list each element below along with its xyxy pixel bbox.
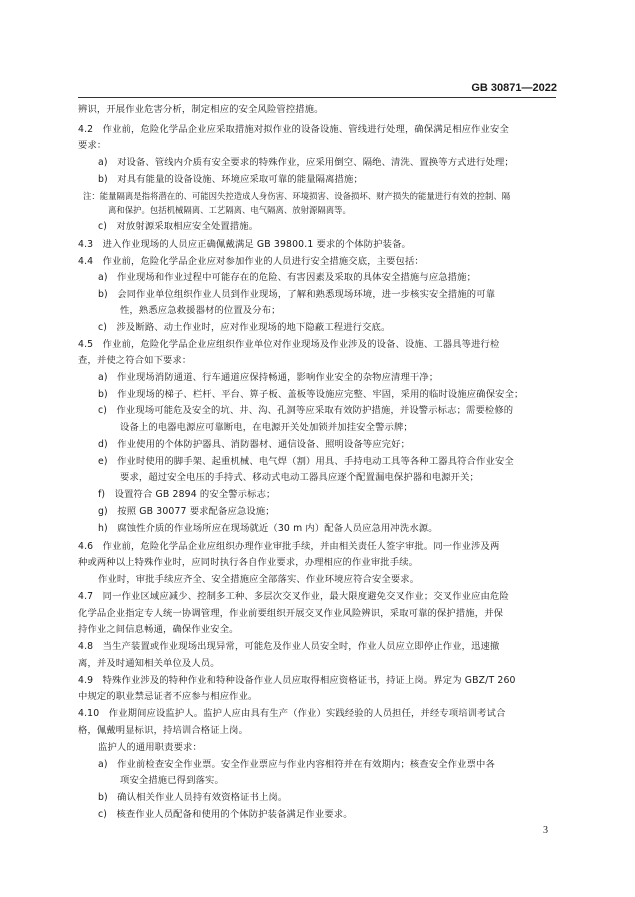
text-line: 作业时，审批手续应齐全、安全措施应全部落实、作业环境应符合安全要求。 [98,574,420,585]
list-item: b) 对具有能量的设备设施、环境应采取可靠的能量隔离措施； [98,174,363,185]
list-item: b) 会同作业单位组织作业人员到作业现场，了解和熟悉现场环境，进一步核实安全措施的可靠 [98,289,496,300]
text-line: 要求： [78,140,107,151]
text-line: 化学品企业指定专人统一协调管理，作业前要组织开展交叉作业风险辨识，采取可靠的保护措施，并保 [78,608,504,619]
text-line: 性，熟悉应急救援器材的位置及分布； [120,305,281,316]
list-item: b) 确认相关作业人员持有效资格证书上岗。 [98,792,288,803]
page-number: 3 [543,825,548,836]
list-item: c) 对放射源采取相应安全处置措施。 [98,221,259,232]
header-rule [78,97,556,98]
text-line: 要求，超过安全电压的手持式、移动式电动工器具应逐个配置漏电保护器和电源开关； [120,472,479,483]
list-item: c) 涉及断路、动土作业时，应对作业现场的地下隐蔽工程进行交底。 [98,322,391,333]
clause-4-7: 4.7 同一作业区域应减少、控制多工种、多层次交叉作业，最大限度避免交叉作业；交叉作业应由危险 [78,591,509,602]
list-item: c) 核查作业人员配备和使用的个体防护装备满足作业要求。 [98,809,353,820]
list-item: f) 设置符合 GB 2894 的安全警示标志； [98,489,276,500]
text-line: 中规定的职业禁忌证者不应参与相应作业。 [78,691,258,702]
clause-4-10: 4.10 作业期间应设监护人。监护人应由具有生产（作业）实践经验的人员担任，并经专项培训考试合 [78,708,506,719]
clause-4-2: 4.2 作业前，危险化学品企业应采取措施对拟作业的设备设施、管线进行处理，确保满足相应作业安全 [78,124,509,135]
clause-4-5: 4.5 作业前，危险化学品企业应组织作业单位对作业现场及作业涉及的设备、设施、工器具等进行检 [78,339,500,350]
note-text: 离和保护。包括机械隔离、工艺隔离、电气隔离、放射源隔离等。 [108,205,351,215]
list-item: c) 作业现场可能危及安全的坑、井、沟、孔洞等应采取有效防护措施，并设警示标志；需要检修的 [98,405,514,416]
text-line: 监护人的通用职责要求： [98,742,202,753]
text-line: 项安全措施已得到落实。 [120,775,224,786]
clause-4-9: 4.9 特殊作业涉及的特种作业和特种设备作业人员应取得相应资格证书，持证上岗。界定为 GBZ/T 260 [78,675,516,686]
text-line: 离，并及时通知相关单位及人员。 [78,658,220,669]
list-item: g) 按照 GB 30077 要求配备应急设施； [98,506,275,517]
text-line: 格，佩戴明显标识，持培训合格证上岗。 [78,725,249,736]
note-text: 注：能量隔离是指将潜在的、可能因失控造成人身伤害、环境损害、设备损坏、财产损失的能量进行有效的控制、隔 [83,191,511,201]
clause-4-8: 4.8 当生产装置或作业现场出现异常，可能危及作业人员安全时，作业人员应立即停止作业，迅速撤 [78,641,500,652]
list-item: b) 作业现场的梯子、栏杆、平台、箅子板、盖板等设施应完整、牢固，采用的临时设施应确保安全； [98,389,524,400]
list-item: a) 作业现场和作业过程中可能存在的危险、有害因素及采取的具体安全措施与应急措施； [98,272,477,283]
list-item: d) 作业使用的个体防护器具、消防器材、通信设备、照明设备等应完好； [98,439,411,450]
text-line: 设备上的电器电源应可靠断电，在电源开关处加锁并加挂安全警示牌； [120,422,413,433]
text-line: 辨识，开展作业危害分析，制定相应的安全风险管控措施。 [78,104,324,115]
list-item: a) 作业现场消防通道、行车通道应保持畅通，影响作业安全的杂物应清理干净； [98,372,439,383]
list-item: a) 对设备、管线内介质有安全要求的特殊作业，应采用倒空、隔绝、清洗、置换等方式进行处理； [98,157,514,168]
list-item: h) 腐蚀性介质的作业场所应在现场就近（30 m 内）配备人员应急用冲洗水源。 [98,523,438,534]
text-line: 种或两种以上特殊作业时，应同时执行各自作业要求，办理相应的作业审批手续。 [78,557,419,568]
list-item: e) 作业时使用的脚手架、起重机械、电气焊（割）用具、手持电动工具等各种工器具符合作业安全 [98,456,514,467]
clause-4-4: 4.4 作业前，危险化学品企业应对参加作业的人员进行安全措施交底，主要包括： [78,256,424,267]
clause-4-3: 4.3 进入作业现场的人员应正确佩戴满足 GB 39800.1 要求的个体防护装备。 [78,239,411,250]
text-line: 查，并使之符合如下要求： [78,355,192,366]
text-line: 持作业之间信息畅通，确保作业安全。 [78,624,239,635]
list-item: a) 作业前检查安全作业票。安全作业票应与作业内容相符并在有效期内；核查安全作业票中各 [98,759,495,770]
standard-code: GB 30871—2022 [471,82,557,94]
clause-4-6: 4.6 作业前，危险化学品企业应组织办理作业审批手续，并由相关责任人签字审批。同一作业涉及两 [78,541,500,552]
